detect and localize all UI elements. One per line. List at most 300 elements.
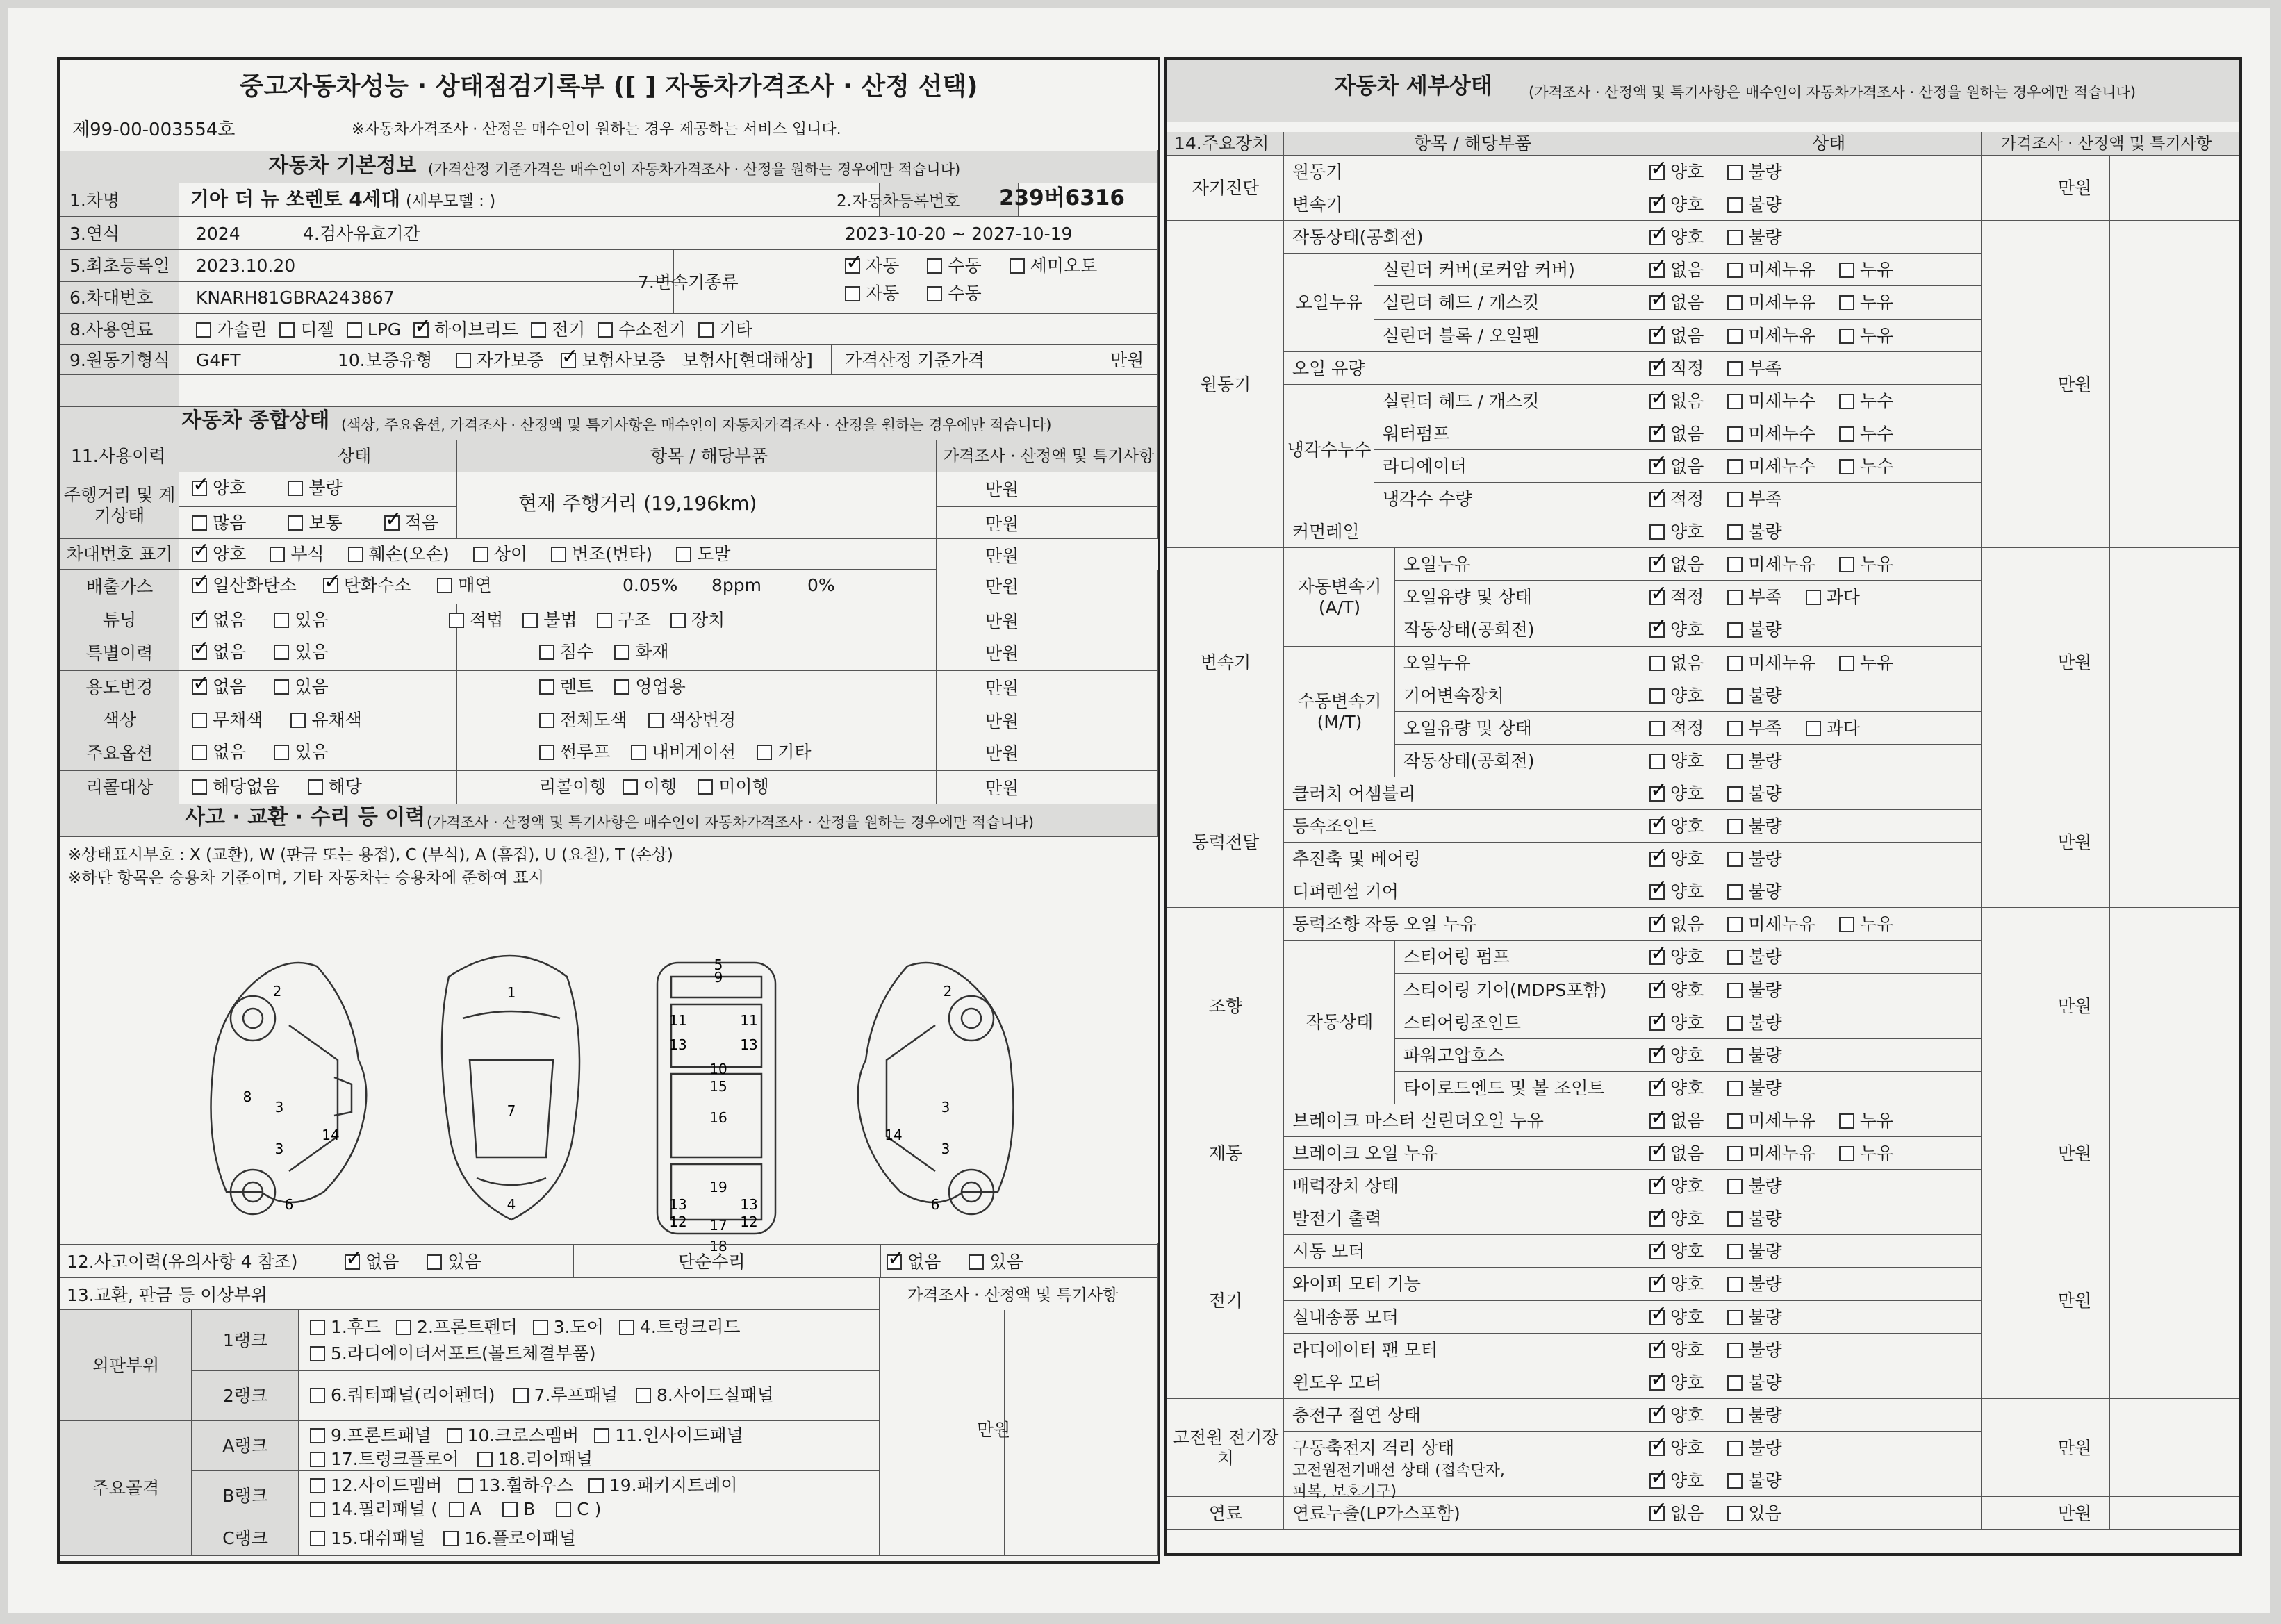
option[interactable] [384,513,438,533]
checkbox-icon[interactable] [348,547,363,562]
checkbox-icon[interactable] [456,353,471,368]
checkbox-icon[interactable] [1727,557,1743,572]
checked-box-icon[interactable] [1649,1081,1665,1096]
option[interactable] [1839,456,1893,477]
option[interactable] [502,1499,535,1520]
option[interactable] [1727,1241,1781,1262]
option[interactable] [192,478,246,499]
checked-box-icon[interactable] [1649,230,1665,245]
checked-box-icon[interactable] [1649,557,1665,572]
option[interactable] [1727,653,1815,674]
option[interactable] [670,610,725,631]
checked-box-icon[interactable] [1649,1113,1665,1129]
option[interactable] [1649,1176,1704,1197]
checked-box-icon[interactable] [1649,1244,1665,1259]
option[interactable] [288,478,342,499]
option[interactable] [437,575,491,596]
checkbox-icon[interactable] [598,322,613,338]
option[interactable] [1649,718,1704,739]
option[interactable] [279,320,333,340]
option[interactable] [1839,554,1893,575]
option[interactable] [1727,1111,1815,1132]
checked-box-icon[interactable] [323,578,338,593]
checkbox-icon[interactable] [614,679,629,695]
checkbox-icon[interactable] [1727,394,1743,409]
option[interactable] [192,777,280,797]
option[interactable] [1727,1438,1781,1459]
option[interactable] [1649,391,1704,412]
option[interactable] [1649,1111,1704,1132]
checkbox-icon[interactable] [1727,1244,1743,1259]
checkbox-icon[interactable] [1839,426,1854,442]
option[interactable] [1839,914,1893,935]
checkbox-icon[interactable] [192,515,207,531]
checkbox-icon[interactable] [310,1428,325,1443]
option[interactable] [1649,1405,1704,1426]
checkbox-icon[interactable] [1727,1081,1743,1096]
option[interactable] [1649,227,1704,248]
option[interactable] [1649,424,1704,445]
option[interactable] [1649,1143,1704,1164]
option[interactable] [1649,1503,1704,1524]
option[interactable] [1649,686,1704,706]
checked-box-icon[interactable] [192,481,207,496]
checkbox-icon[interactable] [1010,258,1025,274]
option[interactable] [539,710,627,731]
option[interactable] [513,1385,618,1406]
option[interactable] [1649,653,1704,674]
checked-box-icon[interactable] [1649,1506,1665,1521]
option[interactable] [927,283,981,304]
checkbox-icon[interactable] [1727,1146,1743,1161]
checkbox-icon[interactable] [1727,1048,1743,1063]
option[interactable] [310,1343,595,1364]
checkbox-icon[interactable] [288,515,303,531]
option[interactable] [1649,751,1704,772]
option[interactable] [1727,489,1781,510]
option[interactable] [539,677,593,697]
option[interactable] [449,1499,481,1520]
checkbox-icon[interactable] [1839,656,1854,671]
checkbox-icon[interactable] [1727,590,1743,605]
checkbox-icon[interactable] [676,547,691,562]
option[interactable] [1727,587,1781,608]
checkbox-icon[interactable] [1839,263,1854,278]
checkbox-icon[interactable] [1727,1179,1743,1194]
option[interactable] [1839,260,1893,281]
checked-box-icon[interactable] [1649,197,1665,213]
checkbox-icon[interactable] [1727,1113,1743,1129]
checkbox-icon[interactable] [1727,884,1743,900]
checkbox-icon[interactable] [648,713,664,728]
option[interactable] [1649,554,1704,575]
option[interactable] [1839,292,1893,313]
checkbox-icon[interactable] [310,1320,325,1335]
option[interactable] [1727,1503,1781,1524]
checked-box-icon[interactable] [1649,1375,1665,1391]
option[interactable] [1727,1013,1781,1034]
checkbox-icon[interactable] [551,547,566,562]
checked-box-icon[interactable] [1649,165,1665,180]
option[interactable] [1727,1274,1781,1295]
option[interactable] [1649,620,1704,640]
option[interactable] [698,320,752,340]
option[interactable] [192,677,246,697]
option[interactable] [1649,1274,1704,1295]
checkbox-icon[interactable] [1727,754,1743,769]
checkbox-icon[interactable] [196,322,211,338]
option[interactable] [1727,1176,1781,1197]
checkbox-icon[interactable] [1649,524,1665,540]
option[interactable] [1727,554,1815,575]
option[interactable] [1649,1078,1704,1099]
checkbox-icon[interactable] [969,1254,984,1270]
option[interactable] [323,575,411,596]
checkbox-icon[interactable] [1727,819,1743,834]
option[interactable] [192,642,246,663]
checkbox-icon[interactable] [1727,263,1743,278]
option[interactable] [1727,391,1815,412]
checkbox-icon[interactable] [1839,1113,1854,1129]
checked-box-icon[interactable] [845,258,860,274]
option[interactable] [310,1449,459,1470]
checkbox-icon[interactable] [594,1428,609,1443]
checkbox-icon[interactable] [310,1531,325,1546]
option[interactable] [927,256,981,276]
checkbox-icon[interactable] [1727,524,1743,540]
option[interactable] [1649,1438,1704,1459]
option[interactable] [1649,522,1704,542]
checkbox-icon[interactable] [347,322,362,338]
option[interactable]: 14.필러패널 ( [310,1499,438,1520]
checkbox-icon[interactable] [1727,1211,1743,1227]
option[interactable] [1727,751,1781,772]
checkbox-icon[interactable] [310,1346,325,1361]
checked-box-icon[interactable] [1649,1016,1665,1031]
option[interactable] [458,1475,573,1496]
option[interactable] [1649,784,1704,804]
checked-box-icon[interactable] [345,1254,360,1270]
checkbox-icon[interactable] [539,745,554,760]
checkbox-icon[interactable] [631,745,646,760]
checkbox-icon[interactable] [927,286,942,301]
checkbox-icon[interactable] [1839,917,1854,932]
checkbox-icon[interactable] [1727,230,1743,245]
checkbox-icon[interactable] [1727,426,1743,442]
option[interactable] [1649,1373,1704,1393]
checkbox-icon[interactable] [1839,394,1854,409]
option[interactable] [588,1475,738,1496]
checkbox-icon[interactable] [539,645,554,660]
checkbox-icon[interactable] [1839,295,1854,310]
option[interactable] [290,710,361,731]
option[interactable] [1727,1045,1781,1066]
checked-box-icon[interactable] [1649,459,1665,474]
option[interactable] [1727,1209,1781,1229]
option[interactable] [192,610,246,631]
option[interactable] [1727,816,1781,837]
checkbox-icon[interactable] [1727,492,1743,507]
option[interactable] [413,320,518,340]
checkbox-icon[interactable] [1727,688,1743,704]
option[interactable] [1727,849,1781,870]
option[interactable] [274,677,328,697]
checked-box-icon[interactable] [1649,1048,1665,1063]
checkbox-icon[interactable] [437,578,452,593]
option[interactable] [1727,620,1781,640]
checked-box-icon[interactable] [1649,950,1665,965]
checkbox-icon[interactable] [396,1320,411,1335]
option[interactable] [347,320,401,340]
option[interactable] [1649,980,1704,1001]
checkbox-icon[interactable] [1727,329,1743,344]
option[interactable] [1649,1470,1704,1491]
option[interactable] [1649,456,1704,477]
checkbox-icon[interactable] [1727,656,1743,671]
checkbox-icon[interactable] [458,1478,473,1493]
option[interactable] [1727,784,1781,804]
checkbox-icon[interactable] [539,713,554,728]
checkbox-icon[interactable] [270,547,285,562]
checkbox-icon[interactable] [531,322,546,338]
option[interactable] [396,1317,518,1338]
option[interactable] [443,1528,576,1549]
checkbox-icon[interactable] [1649,688,1665,704]
option[interactable] [1727,914,1815,935]
checked-box-icon[interactable] [192,679,207,695]
checkbox-icon[interactable] [1727,1016,1743,1031]
checkbox-icon[interactable] [1727,852,1743,867]
option[interactable] [1727,292,1815,313]
checked-box-icon[interactable] [1649,1310,1665,1325]
option[interactable] [1649,816,1704,837]
checkbox-icon[interactable] [502,1502,518,1517]
option[interactable] [1727,1078,1781,1099]
option[interactable] [1727,260,1815,281]
checked-box-icon[interactable] [1649,1408,1665,1423]
option[interactable] [274,610,328,631]
option[interactable] [1727,1470,1781,1491]
checked-box-icon[interactable] [1649,1343,1665,1358]
checkbox-icon[interactable] [1727,361,1743,376]
option[interactable] [270,544,324,565]
option[interactable] [310,1385,495,1406]
checked-box-icon[interactable] [1649,622,1665,638]
option[interactable] [310,1317,381,1338]
option[interactable] [539,742,610,763]
option[interactable] [192,513,246,533]
option[interactable] [1649,947,1704,968]
checkbox-icon[interactable] [1727,1473,1743,1489]
checkbox-icon[interactable] [1806,721,1821,736]
option[interactable] [449,610,503,631]
checked-box-icon[interactable] [1649,1179,1665,1194]
checked-box-icon[interactable] [192,578,207,593]
checked-box-icon[interactable] [1649,983,1665,998]
checked-box-icon[interactable] [413,322,429,338]
checked-box-icon[interactable] [1649,394,1665,409]
checked-box-icon[interactable] [1649,1146,1665,1161]
checkbox-icon[interactable] [427,1254,442,1270]
checked-box-icon[interactable] [192,645,207,660]
checked-box-icon[interactable] [1649,295,1665,310]
checkbox-icon[interactable] [533,1320,548,1335]
checkbox-icon[interactable] [310,1388,325,1403]
checkbox-icon[interactable] [670,613,686,628]
checkbox-icon[interactable] [636,1388,651,1403]
option[interactable] [192,742,246,763]
option[interactable] [757,742,811,763]
option[interactable] [1806,587,1860,608]
checkbox-icon[interactable] [477,1452,493,1467]
checkbox-icon[interactable] [522,613,538,628]
option[interactable] [1839,1143,1893,1164]
option[interactable] [1649,489,1704,510]
checked-box-icon[interactable] [192,547,207,562]
checkbox-icon[interactable] [1727,721,1743,736]
option[interactable] [1649,587,1704,608]
checkbox-icon[interactable] [1727,295,1743,310]
checkbox-icon[interactable] [310,1478,325,1493]
checkbox-icon[interactable] [1727,459,1743,474]
checked-box-icon[interactable] [1649,426,1665,442]
option[interactable] [1727,326,1815,347]
checkbox-icon[interactable] [449,1502,464,1517]
checked-box-icon[interactable] [887,1254,902,1270]
option[interactable] [1839,424,1893,445]
option[interactable] [1727,881,1781,902]
checked-box-icon[interactable] [1649,1277,1665,1292]
checkbox-icon[interactable] [1727,1506,1743,1521]
option[interactable] [477,1449,593,1470]
option[interactable] [310,1425,431,1446]
checked-box-icon[interactable] [1649,819,1665,834]
checkbox-icon[interactable] [449,613,464,628]
checked-box-icon[interactable] [192,613,207,628]
checkbox-icon[interactable] [1727,786,1743,802]
option[interactable] [1649,914,1704,935]
option[interactable] [1649,1013,1704,1034]
checkbox-icon[interactable] [698,779,713,795]
option[interactable] [1649,292,1704,313]
option[interactable] [623,777,677,797]
option[interactable] [1727,1405,1781,1426]
checkbox-icon[interactable] [290,713,306,728]
option[interactable] [427,1252,481,1273]
option[interactable] [614,642,668,663]
checked-box-icon[interactable] [384,515,400,531]
checkbox-icon[interactable] [1649,754,1665,769]
checkbox-icon[interactable] [1727,1277,1743,1292]
option[interactable] [1839,391,1893,412]
option[interactable] [348,544,450,565]
checkbox-icon[interactable] [757,745,772,760]
checked-box-icon[interactable] [1649,329,1665,344]
option[interactable] [1727,358,1781,379]
checkbox-icon[interactable] [279,322,295,338]
checkbox-icon[interactable] [513,1388,529,1403]
checkbox-icon[interactable] [614,645,629,660]
option[interactable] [597,610,651,631]
option[interactable] [1727,1307,1781,1328]
option[interactable] [533,1317,604,1338]
option[interactable] [698,777,768,797]
checkbox-icon[interactable] [539,679,554,695]
checkbox-icon[interactable] [1839,1146,1854,1161]
option[interactable] [308,777,362,797]
option[interactable] [648,710,736,731]
option[interactable] [1727,456,1815,477]
checkbox-icon[interactable] [1839,459,1854,474]
checked-box-icon[interactable] [1649,786,1665,802]
checkbox-icon[interactable] [473,547,488,562]
checked-box-icon[interactable] [1649,1211,1665,1227]
checkbox-icon[interactable] [619,1320,634,1335]
checked-box-icon[interactable] [1649,590,1665,605]
checkbox-icon[interactable] [1839,557,1854,572]
checkbox-icon[interactable] [308,779,323,795]
option[interactable] [288,513,342,533]
option[interactable] [969,1252,1023,1273]
option[interactable] [274,742,328,763]
checkbox-icon[interactable] [1727,1343,1743,1358]
option[interactable] [192,544,246,565]
option[interactable] [556,1499,601,1520]
checkbox-icon[interactable] [192,745,207,760]
option[interactable] [1649,1045,1704,1066]
option[interactable] [196,320,267,340]
checked-box-icon[interactable] [1649,917,1665,932]
checkbox-icon[interactable] [310,1502,325,1517]
option[interactable] [1727,194,1781,215]
option[interactable] [539,642,593,663]
option[interactable] [1727,718,1781,739]
option[interactable] [1727,522,1781,542]
checked-box-icon[interactable] [1649,263,1665,278]
option[interactable] [1649,326,1704,347]
option[interactable] [310,1528,425,1549]
option[interactable] [1649,881,1704,902]
checkbox-icon[interactable] [443,1531,459,1546]
option[interactable] [676,544,730,565]
option[interactable] [1839,326,1893,347]
checkbox-icon[interactable] [274,645,289,660]
option[interactable] [1839,1111,1893,1132]
checkbox-icon[interactable] [447,1428,462,1443]
checked-box-icon[interactable] [1649,492,1665,507]
option[interactable] [310,1475,443,1496]
checkbox-icon[interactable] [597,613,612,628]
option[interactable] [631,742,736,763]
checkbox-icon[interactable] [192,713,207,728]
checkbox-icon[interactable] [556,1502,571,1517]
option[interactable] [1649,162,1704,183]
checkbox-icon[interactable] [192,779,207,795]
checkbox-icon[interactable] [1727,983,1743,998]
checkbox-icon[interactable] [1727,1408,1743,1423]
option[interactable] [598,320,686,340]
option[interactable] [1727,686,1781,706]
checked-box-icon[interactable] [1649,852,1665,867]
checkbox-icon[interactable] [1727,950,1743,965]
checkbox-icon[interactable] [698,322,714,338]
checkbox-icon[interactable] [588,1478,604,1493]
option[interactable] [1649,358,1704,379]
checked-box-icon[interactable] [1649,1473,1665,1489]
option[interactable] [1727,947,1781,968]
option[interactable] [561,350,666,371]
checkbox-icon[interactable] [1727,1310,1743,1325]
